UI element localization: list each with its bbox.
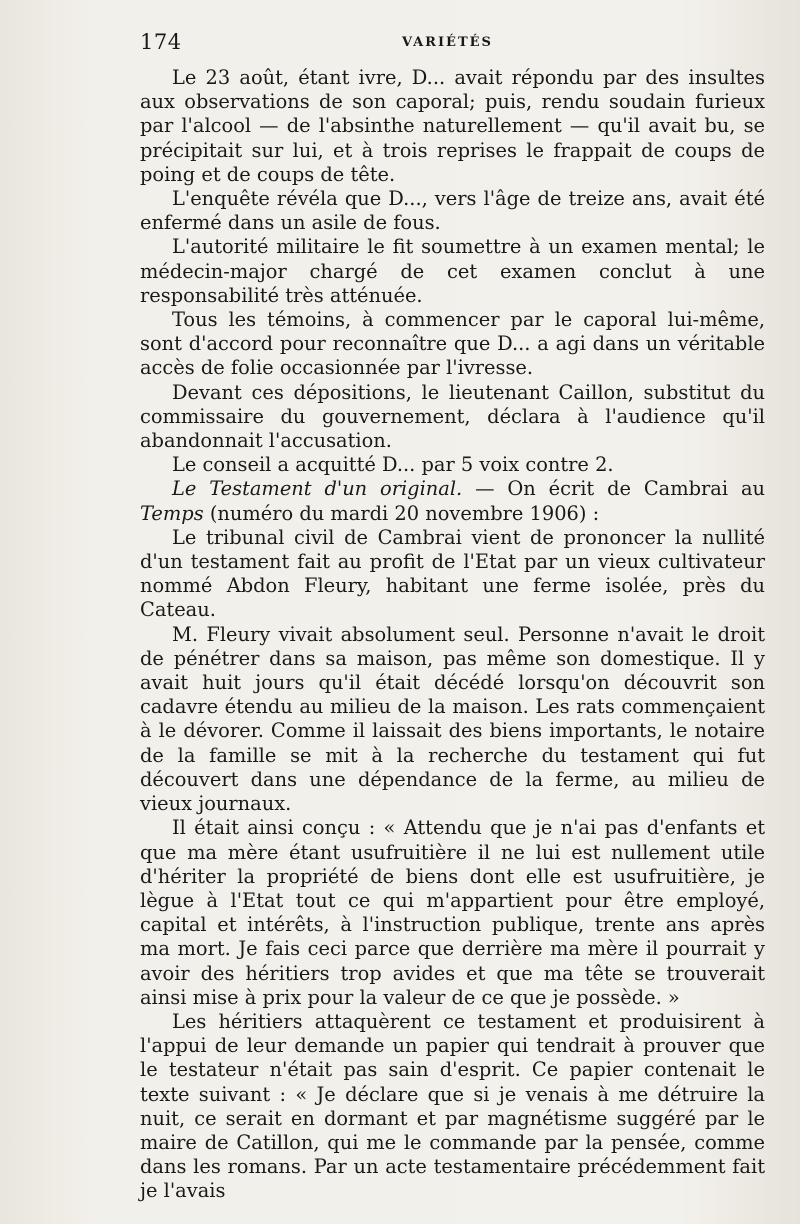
- paragraph: Il était ainsi conçu : « Attendu que je n'ai pas d'enfants et que ma mère étant usufruitière il ne lui est nullement utile d'hériter la propriété de biens dont elle est usufruitière, je lègue à l'Etat tout ce qui m'appartient pour être employé, capital et intérêts, à l'instruction publique, trente ans après ma mort. Je fais ceci parce que derrière ma mère il pourrait y avoir des héritiers trop avides et que ma tête se trouverait ainsi mise à prix pour la valeur de ce que je possède. »: [140, 816, 765, 1009]
- paragraph: M. Fleury vivait absolument seul. Personne n'avait le droit de pénétrer dans sa maison, pas même son domestique. Il y avait huit jours qu'il était décédé lorsqu'on découvrit son cadavre étendu au milieu de la maison. Les rats commençaient à le dévorer. Comme il laissait des biens importants, le notaire de la famille se mit à la recherche du testament qui fut découvert dans une dépendance de la ferme, au milieu de vieux journaux.: [140, 622, 765, 816]
- testament-intro-paragraph: [140, 477, 765, 525]
- paragraph: Tous les témoins, à commencer par le caporal lui-même, sont d'accord pour reconnaître que D... a agi dans un véritable accès de folie occasionnée par l'ivresse.: [140, 308, 765, 380]
- intro-text: — On écrit de Cambrai au: [462, 477, 765, 501]
- page-number: 174: [140, 30, 182, 54]
- page-header: [140, 30, 760, 60]
- paragraph: Devant ces dépositions, le lieutenant Caillon, substitut du commissaire du gouvernement, déclara à l'audience qu'il abandonnait l'accusation.: [140, 380, 765, 453]
- section-title: Le Testament d'un original.: [172, 477, 463, 501]
- body-text: [140, 66, 765, 1204]
- paragraph: L'enquête révéla que D..., vers l'âge de treize ans, avait été enfermé dans un asile de fous.: [140, 187, 765, 235]
- paragraph: Le 23 août, étant ivre, D... avait répondu par des insultes aux observations de son caporal; puis, rendu soudain furieux par l'alcool — de l'absinthe naturellement — qu'il avait bu, se précipitait sur lui, et à trois reprises le frappait de coups de poing et de coups de tête.: [140, 66, 765, 186]
- paragraph: L'autorité militaire le fit soumettre à un examen mental; le médecin-major chargé de cet examen conclut à une responsabilité très atténuée.: [140, 235, 765, 307]
- journal-name: Temps: [140, 501, 204, 525]
- paragraph: Les héritiers attaquèrent ce testament et produisirent à l'appui de leur demande un papier qui tendrait à prouver que le testateur n'était pas sain d'esprit. Ce papier contenait le texte suivant : « Je déclare que si je venais à me détruire la nuit, ce serait en dormant et par magnétisme suggéré par le maire de Catillon, qui me le commande par la pensée, comme dans les romans. Par un acte testamentaire précédemment fait je l'avais: [140, 1009, 765, 1203]
- running-head: VARIÉTÉS: [402, 35, 493, 50]
- paragraph: Le tribunal civil de Cambrai vient de prononcer la nullité d'un testament fait au profit de l'Etat par un vieux cultivateur nommé Abdon Fleury, habitant une ferme isolée, près du Cateau.: [140, 525, 765, 622]
- paragraph: Le conseil a acquitté D... par 5 voix contre 2.: [172, 453, 614, 477]
- intro-text-date: (numéro du mardi 20 novembre 1906) :: [203, 501, 600, 525]
